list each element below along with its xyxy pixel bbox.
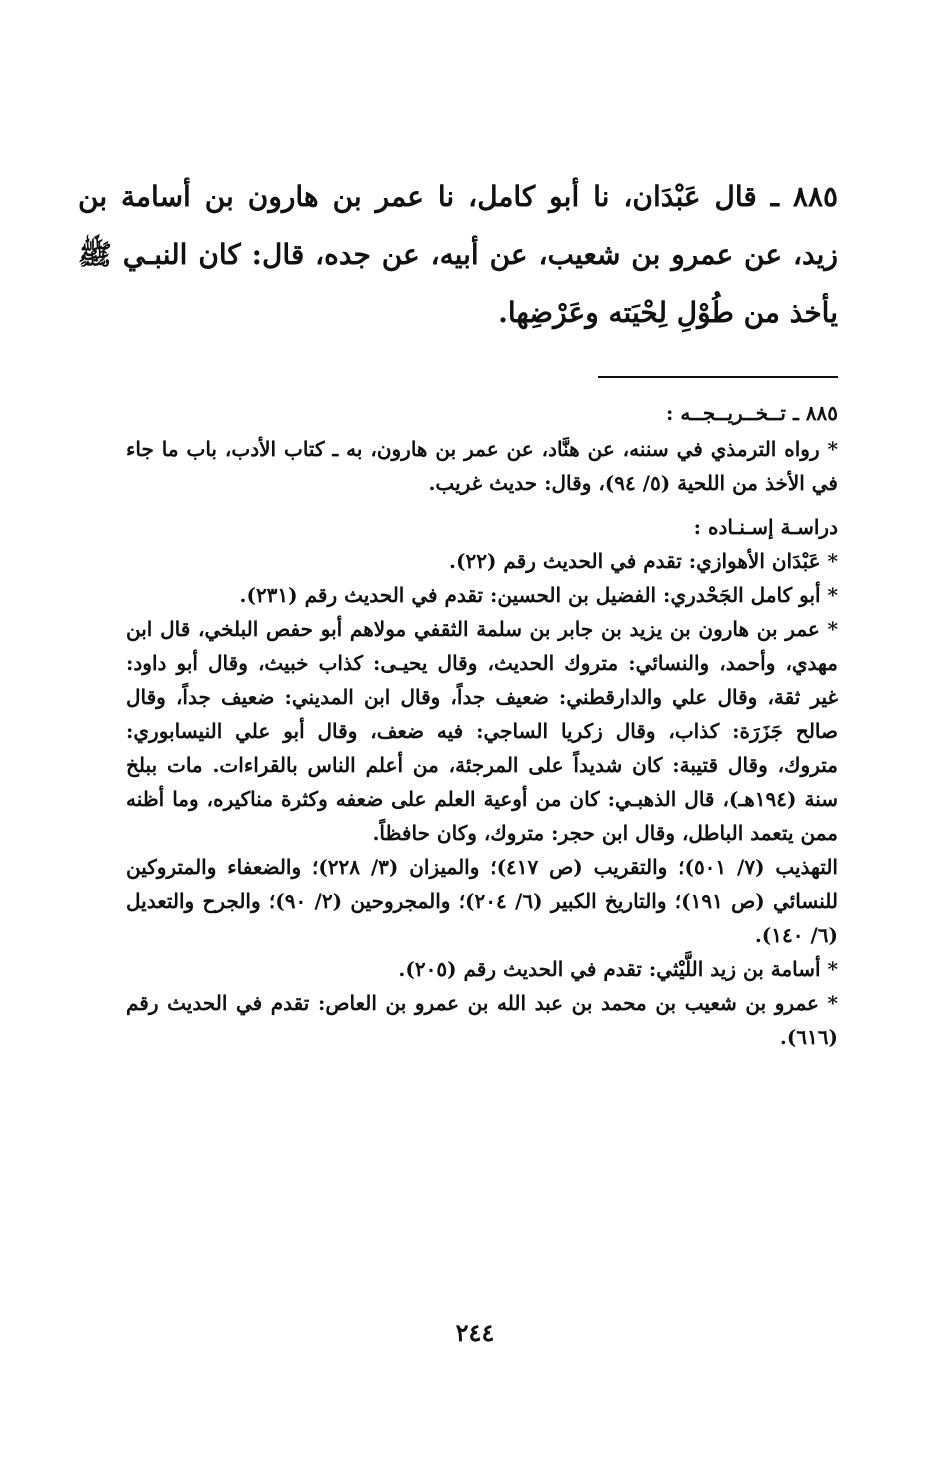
page-number: ٢٤٤ [455, 1318, 495, 1347]
narrator-references: التهذيب (٧/ ٥٠١)؛ والتقريب (ص ٤١٧)؛ والميزان (٣/ ٢٢٨)؛ والضعفاء والمتروكين للنسائي (ص ١٩١)؛ والتاريخ الكبير (٦/ ٢٠٤)؛ والمجروحين (٢/ ٩٠)؛ والجرح والتعديل (٦/ ١٤٠). [126, 855, 838, 947]
footnote-divider [598, 376, 838, 378]
narrator-abdan: * عَبْدَان الأهوازي: تقدم في الحديث رقم (٢٢). [449, 549, 838, 573]
takhrij-text: * رواه الترمذي في سننه، عن هنَّاد، عن عمر بن هارون، به ـ كتاب الأدب، باب ما جاء في الأخذ من اللحية (٥/ ٩٤)، وقال: حديث غريب. [126, 437, 838, 495]
isnad-heading: دراسـة إسـنـاده : [693, 515, 838, 539]
narrator-usama-bin-zaid: * أسامة بن زيد اللَّيْثي: تقدم في الحديث رقم (٢٠٥). [398, 957, 838, 981]
hadith-text: قال عَبْدَان، نا أبو كامل، نا عمر بن هارون بن أسامة بن زيد، عن عمرو بن شعيب، عن أبيه، عن جده، قال: كان النبـي ﷺ يأخذ من طُوْلِ لِحْيَته وعَرْضِها. [78, 180, 838, 329]
hadith-text-block [78, 168, 838, 342]
takhrij-heading: ٨٨٥ ـ تــخــريــجــه : [666, 401, 838, 425]
hadith-number: ٨٨٥ ـ [770, 180, 839, 213]
narrator-abu-kamil: * أبو كامل الجَحْدري: الفضيل بن الحسين: تقدم في الحديث رقم (٢٣١). [239, 583, 838, 607]
narrator-amr-bin-shuayb: * عمرو بن شعيب بن محمد بن عبد الله بن عمرو بن العاص: تقدم في الحديث رقم (٦١٦). [126, 991, 838, 1049]
narrator-umar-bin-harun: * عمر بن هارون بن يزيد بن جابر بن سلمة الثقفي مولاهم أبو حفص البلخي، قال ابن مهدي، وأحمد، والنسائي: متروك الحديث، وقال يحيـى: كذاب خبيث، وقال أبو داود: غير ثقة، وقال علي والدارقطني: ضعيف جداً، وقال ابن المديني: ضعيف جداً، وقال صالح جَزَرَة: كذاب، وقال زكريا الساجي: فيه ضعف، وقال أبو علي النيسابوري: متروك، وقال قتيبة: كان شديداً على المرجئة، من أعلم الناس بالقراءات. مات ببلخ سنة (١٩٤هـ)، قال الذهبـي: كان من أوعية العلم على ضعفه وكثرة مناكيره، وما أظنه ممن يتعمد الباطل، وقال ابن حجر: متروك، وكان حافظاً. [126, 617, 838, 845]
footnotes [126, 396, 838, 1054]
